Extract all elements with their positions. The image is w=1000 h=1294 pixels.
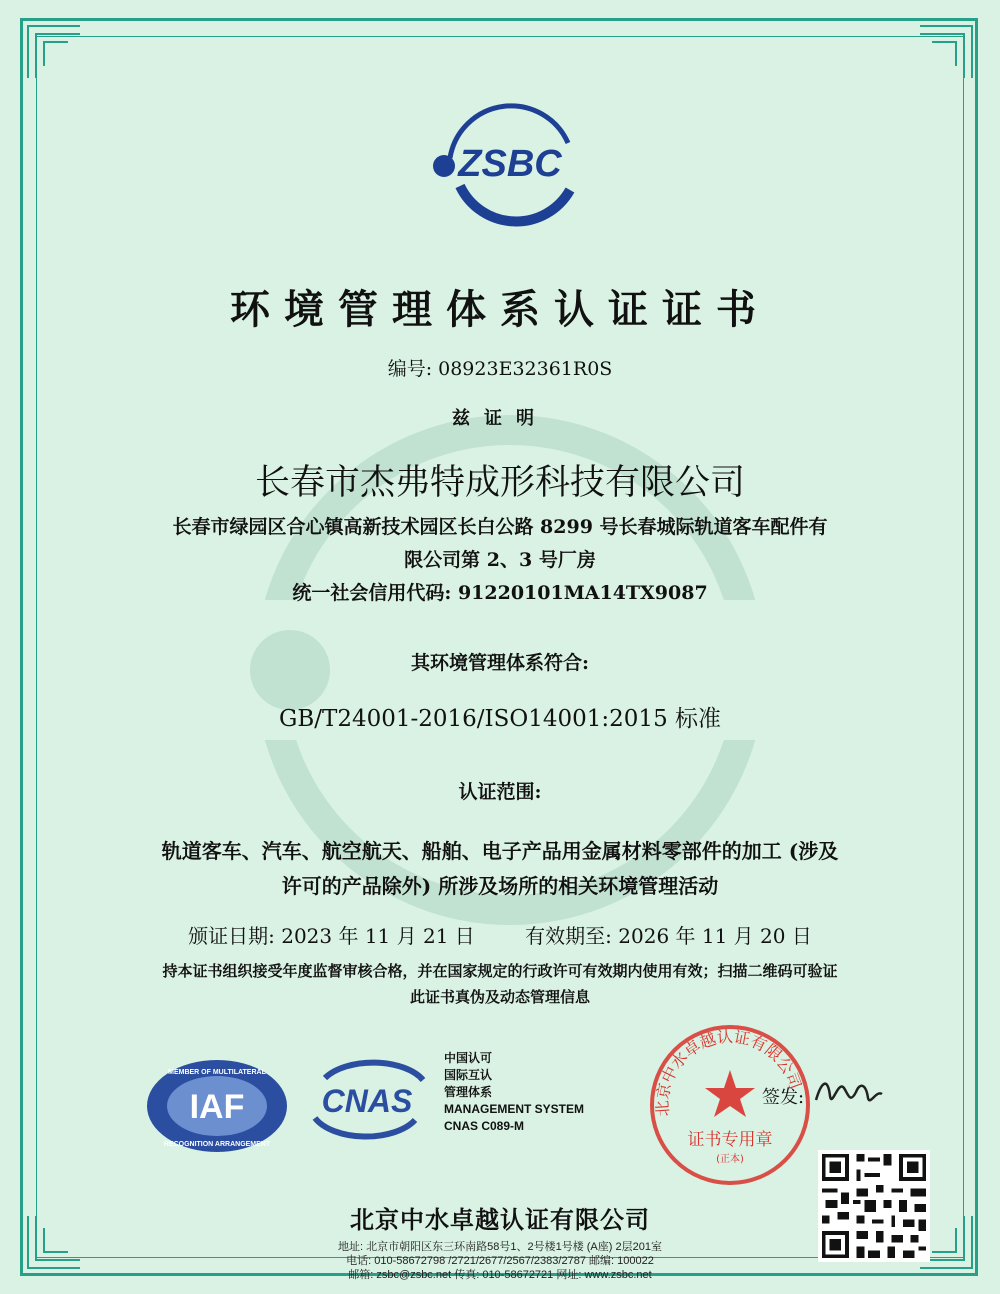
cnas-text-line: 管理体系: [444, 1085, 493, 1099]
zsbc-logo: [420, 98, 600, 238]
corner-ornament-top-left: [24, 22, 84, 82]
cnas-text-line: 中国认可: [444, 1051, 493, 1065]
footer-address: 地址: 北京市朝阳区东三环南路58号1、2号楼1号楼 (A座) 2层201室: [338, 1241, 662, 1253]
credit-code: 统一社会信用代码: 91220101MA14TX9087: [292, 582, 708, 604]
svg-text:RECOGNITION ARRANGEMENT: RECOGNITION ARRANGEMENT: [163, 1141, 271, 1148]
attest-label: 兹证明: [452, 408, 548, 429]
cnas-text-line: MANAGEMENT SYSTEM: [444, 1102, 585, 1116]
address-line-2: 限公司第 2、3 号厂房: [404, 549, 596, 571]
handwritten-signature: [810, 1070, 890, 1114]
company-name: 长春市杰弗特成形科技有限公司: [254, 463, 745, 503]
cnas-text-line: 国际互认: [444, 1068, 493, 1082]
scope-line-1: 轨道客车、汽车、航空航天、船舶、电子产品用金属材料零部件的加工 (涉及: [161, 839, 839, 863]
seal-center-text: 证书专用章: [687, 1130, 773, 1150]
note-line-2: 此证书真伪及动态管理信息: [409, 988, 590, 1006]
certificate-title: 环境管理体系认证证书: [230, 287, 770, 333]
footer-contact: 邮箱: zsbc@zsbc.net 传真: 010-58672721 网址: www.zsbc.net: [348, 1269, 652, 1281]
scope-line-2: 许可的产品除外) 所涉及场所的相关环境管理活动: [281, 874, 719, 898]
sign-label: 签发:: [762, 1087, 805, 1108]
svg-text:MEMBER OF MULTILATERAL: MEMBER OF MULTILATERAL: [168, 1069, 266, 1076]
dates-row: [0, 920, 1000, 949]
footer-phone: 电话: 010-58672798 /2721/2677/2567/2383/2787 邮编: 100022: [346, 1255, 654, 1267]
note-line-1: 持本证书组织接受年度监督审核合格，并在国家规定的行政许可有效期内使用有效；扫描二维码可验证: [162, 962, 838, 980]
issue-date: 颁证日期: 2023 年 11 月 21 日: [188, 924, 475, 948]
corner-ornament-top-right: [916, 22, 976, 82]
certificate-number: 编号: 08923E32361R0S: [387, 358, 613, 380]
issuer-name: 北京中水卓越认证有限公司: [350, 1206, 650, 1234]
cnas-accreditation-text: [444, 1050, 584, 1135]
iaf-logo: [145, 1058, 290, 1154]
cnas-text-line: CNAS C089-M: [444, 1119, 525, 1133]
standard-text: GB/T24001-2016/ISO14001:2015 标准: [278, 706, 722, 732]
address-line-1: 长春市绿园区合心镇高新技术园区长白公路 8299 号长春城际轨道客车配件有: [172, 516, 828, 538]
conform-label: 其环境管理体系符合:: [410, 652, 589, 674]
scope-label: 认证范围:: [458, 781, 542, 803]
logo-text: ZSBC: [458, 143, 562, 185]
seal-ring-text: 北京中水卓越认证有限公司: [652, 1026, 806, 1118]
seal-sub-text: (正本): [716, 1154, 744, 1165]
iaf-text: IAF: [189, 1088, 245, 1126]
cnas-logo: [305, 1058, 430, 1140]
cnas-logo-text: CNAS: [321, 1083, 413, 1119]
valid-date: 有效期至: 2026 年 11 月 20 日: [525, 924, 812, 948]
